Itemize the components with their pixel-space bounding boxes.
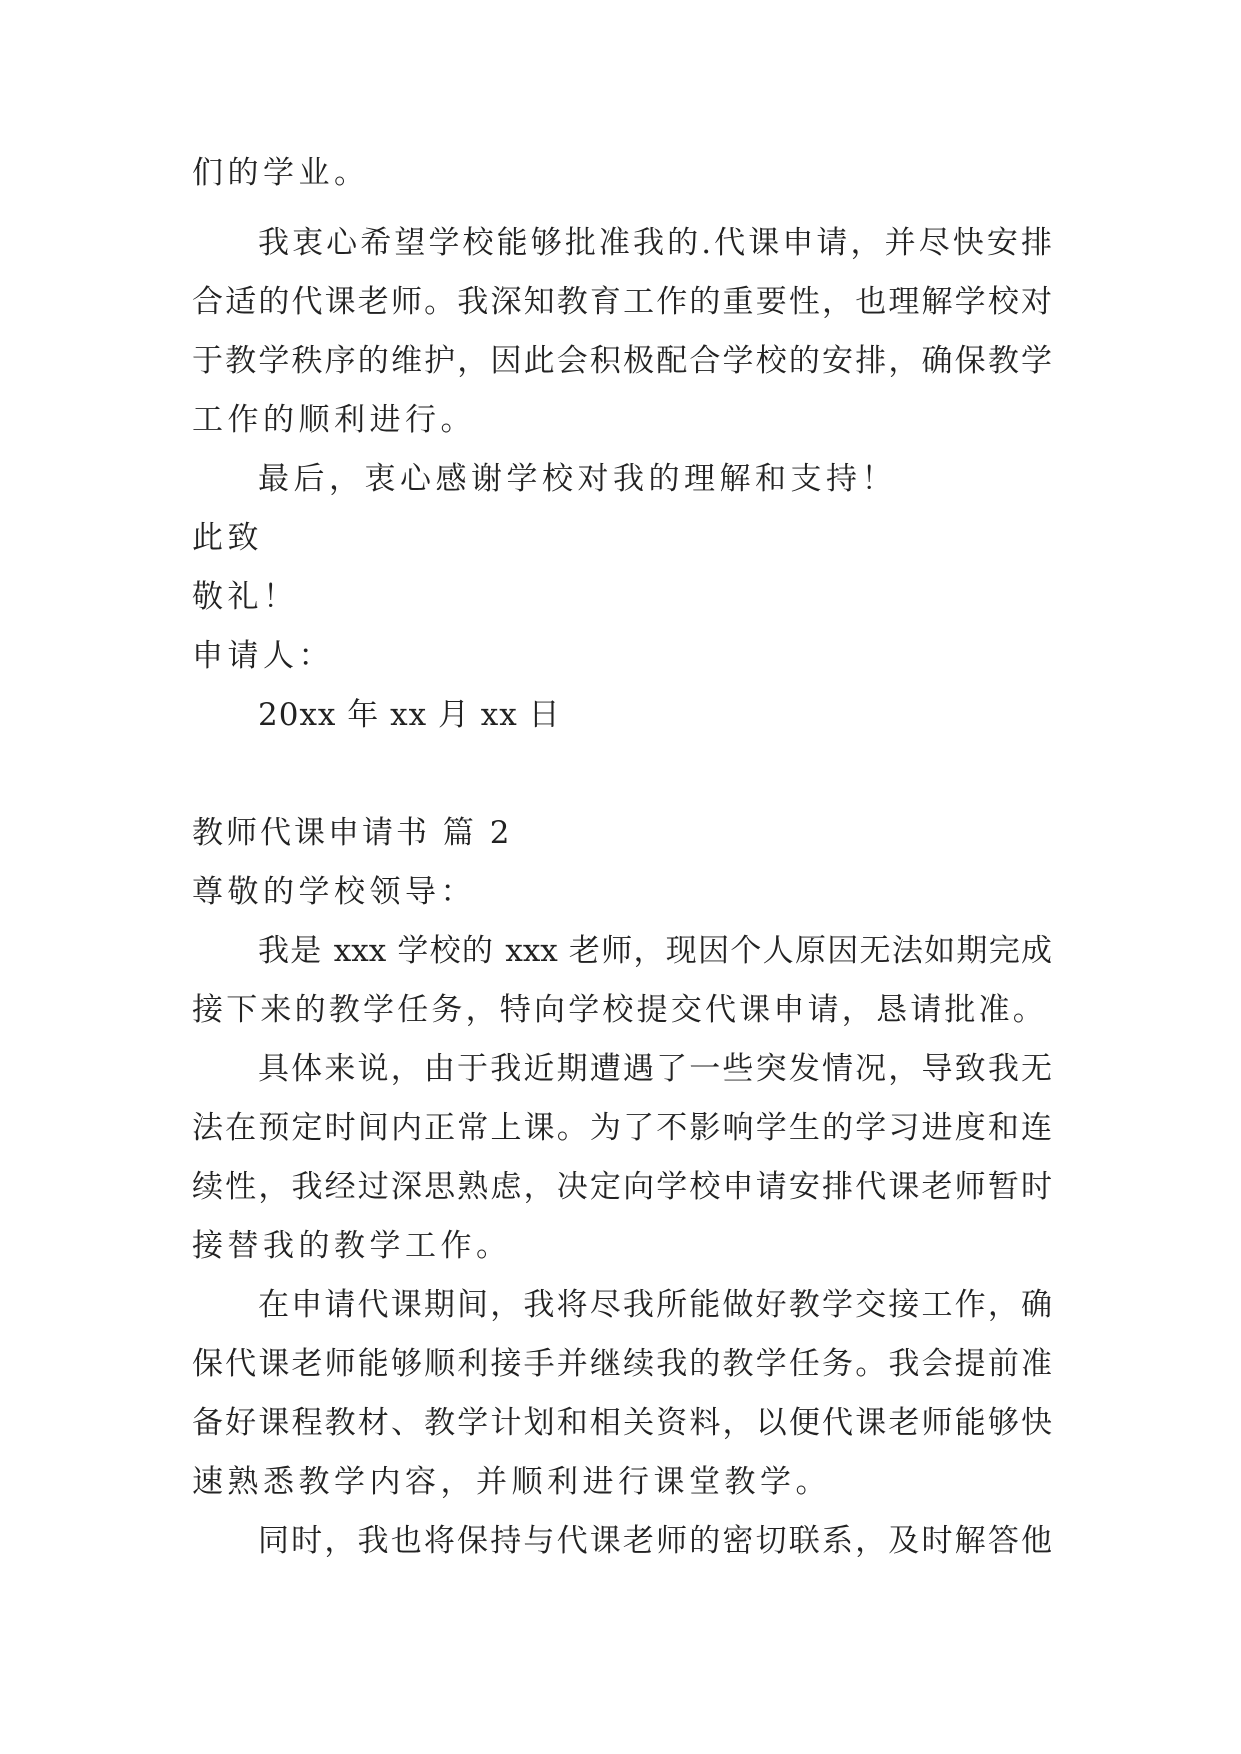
applicant-label: 申请人： (192, 638, 334, 674)
text-line: 合适的代课老师。我深知教育工作的重要性，也理解学校对 (192, 284, 1052, 320)
text-line: 在申请代课期间，我将尽我所能做好教学交接工作，确 (258, 1287, 1052, 1323)
text-line: 接下来的教学任务，特向学校提交代课申请，恳请批准。 (192, 992, 1047, 1028)
text-line: 法在预定时间内正常上课。为了不影响学生的学习进度和连 (192, 1110, 1052, 1146)
text-line: 工作的顺利进行。 (192, 402, 476, 438)
text-line: 最后，衷心感谢学校对我的理解和支持！ (258, 461, 897, 497)
closing-regards: 敬礼！ (192, 579, 299, 615)
text-line: 们的学业。 (192, 155, 370, 191)
text-line: 续性，我经过深思熟虑，决定向学校申请安排代课老师暂时 (192, 1169, 1052, 1205)
text-line: 具体来说，由于我近期遭遇了一些突发情况，导致我无 (258, 1051, 1052, 1087)
text-line: 速熟悉教学内容，并顺利进行课堂教学。 (192, 1464, 831, 1500)
text-line: 接替我的教学工作。 (192, 1228, 512, 1264)
text-line: 我衷心希望学校能够批准我的.代课申请，并尽快安排 (258, 225, 1052, 261)
text-line: 于教学秩序的维护，因此会积极配合学校的安排，确保教学 (192, 343, 1052, 379)
text-line: 备好课程教材、教学计划和相关资料，以便代课老师能够快 (192, 1405, 1052, 1441)
text-line: 我是 xxx 学校的 xxx 老师，现因个人原因无法如期完成 (258, 933, 1052, 969)
closing-salutation: 此致 (192, 520, 263, 556)
salutation: 尊敬的学校领导： (192, 874, 476, 910)
text-line: 保代课老师能够顺利接手并继续我的教学任务。我会提前准 (192, 1346, 1052, 1382)
text-line: 同时，我也将保持与代课老师的密切联系，及时解答他 (258, 1523, 1052, 1559)
section-title: 教师代课申请书 篇 2 (192, 815, 513, 851)
date-line: 20xx 年 xx 月 xx 日 (258, 697, 561, 733)
